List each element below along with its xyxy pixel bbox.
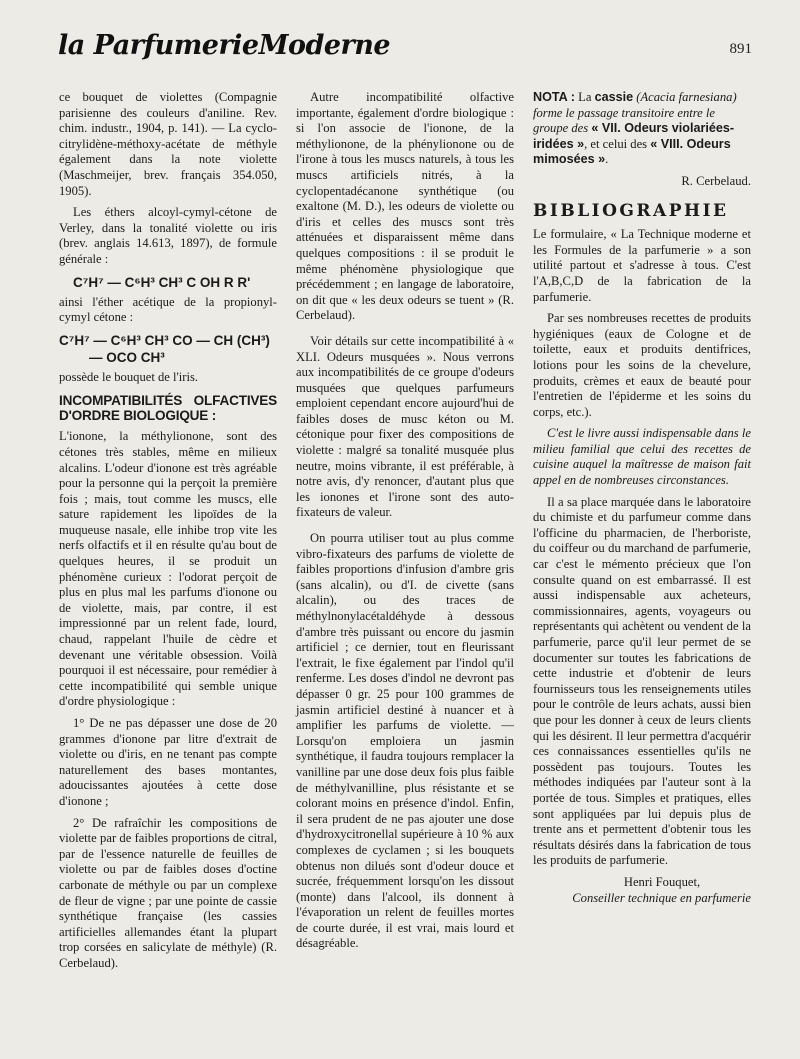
- nota-paragraph: [533, 90, 751, 168]
- section-heading: INCOMPATIBILITÉS OLFACTIVES D'ORDRE BIOLOGIQUE :: [59, 393, 277, 424]
- paragraph: Autre incompatibilité olfactive importante, également d'ordre biologique : si l'on associe de l'ionone, de la méthylionone, de la phénylionone ou de l'irone à tous les muscs naturels, à tous les muscs artificiels nitrés, à la cyclopentadécanone synthétique (ou exaltone (M. D.), les odeurs de violette ou d'iris et celles des muscs sont très atténuées et disparaissent même dans quelques compositions : il se produit le même phénomène physiologique que précédemment ; en langage de laboratoire, on dit que « les deux odeurs se tuent » (R. Cerbelaud).: [296, 90, 514, 323]
- paragraph: Il a sa place marquée dans le laboratoire du chimiste et du parfumeur comme dans l'officine du pharmacien, de l'herboriste, du coiffeur ou du marchand de parfumerie, car c'est le mémento précieux que l'on consulte quand on est embarrassé. Il est aussi indispensable aux acheteurs, commissionnaires, agents, voyageurs ou représentants qui achètent ou vendent de la parfumerie, parce qu'il leur permet de se documenter sur toutes les fabrications de cette industrie et d'obtenir de leurs fournisseurs tous les renseignements utiles pour le contrôle de leurs achats, aussi bien que pour les donner à ceux de leurs clients qui les désirent. Il leur permettra d'acquérir ces connaissances essentielles qu'ils ne possèdent pas toujours. Toutes les méthodes indiquées par l'auteur sont à la portée de tous. Simples et pratiques, elles sont appliquées par lui depuis plus de trente ans et permettent d'obtenir tous les résultats désirés dans la fabrication de tous les produits de parfumerie.: [533, 494, 751, 868]
- nota-text: , et celui des: [584, 136, 648, 151]
- nota-label: NOTA :: [533, 90, 575, 104]
- paragraph: 1° De ne pas dépasser une dose de 20 grammes d'ionone par litre d'extrait de violette ou d'iris, en ne tenant pas compte naturellement des bases montantes, adoucissantes ajoutées à cette dose d'ionone ;: [59, 716, 277, 808]
- masthead-logo: la ParfumerieModerne: [58, 30, 391, 61]
- paragraph: Par ses nombreuses recettes de produits hygiéniques (eaux de Cologne et de toilette, eaux et produits dentifrices, lotions pour les soins de la chevelure, produits, crèmes et eaux de beauté pour l'entretien de l'épiderme et les soins du corps, etc.).: [533, 311, 751, 419]
- chemical-formula-continued: — OCO CH³: [89, 349, 165, 365]
- paragraph: ce bouquet de violettes (Compagnie parisienne des couleurs d'aniline. Rev. chim. industr., 1904, p. 141). — La cyclo-citrylidène-méthoxy-acétate de méthyle également dans la note violette (Maschmeijer, brev. français 354.050, 1905).: [59, 90, 277, 198]
- nota-keyword: cassie: [594, 90, 634, 104]
- column-middle: [296, 90, 514, 958]
- nota-signature: R. Cerbelaud.: [681, 173, 751, 188]
- nota-text: .: [605, 152, 609, 167]
- paragraph: L'ionone, la méthylionone, sont des cétones très stables, même en milieux alcalins. L'odeur d'ionone est très agréable pour la personne qui la perçoit la première fois ; mais, tout comme les muscs, elle sature rapidement les lipoïdes de la muqueuse nasale, elle inhibe trop vite les nerfs olfactifs et il en résulte qu'au bout de quelques heures, il se produit un phénomène curieux : l'odorat perçoit de plus en plus mal les parfums d'ionone ou de violette, mais, par contre, il est impressionné par un relent fade, lourd, chaud, rappelant l'huile de cèdre et devenant une véritable obsession. Voilà pourquoi il est nécessaire, pour remédier à cette incompatibilité qui semble unique d'ordre physiologique :: [59, 429, 277, 709]
- author-title: Conseiller technique en parfumerie: [572, 890, 751, 905]
- chemical-formula: C⁷H⁷ — C⁶H³ CH³ CO — CH (CH³): [59, 332, 270, 348]
- nota-group-ref: « VIII. Odeurs mimosées »: [533, 136, 731, 167]
- paragraph: Le formulaire, « La Technique moderne et les Formules de la parfumerie » a son utilité partout et s'adresse à tous. C'est l'A,B,C,D de la fabrication de la parfumerie.: [533, 227, 751, 304]
- nota-text: (Acacia farnesiana) forme le passage transitoire entre le groupe des: [533, 90, 737, 136]
- paragraph: Les éthers alcoyl-cymyl-cétone de Verley, dans la tonalité violette ou iris (brev. anglais 14.613, 1897), de formule générale :: [59, 205, 277, 266]
- page-number: 891: [729, 41, 752, 57]
- column-right: [533, 90, 751, 906]
- nota-text: La: [578, 90, 592, 104]
- bibliography-heading: BIBLIOGRAPHIE: [533, 200, 729, 221]
- nota-group-ref: « VII. Odeurs violariées-iridées »: [533, 121, 735, 151]
- paragraph: Voir détails sur cette incompatibilité à « XLI. Odeurs musquées ». Nous verrons aux incompatibilités de ce groupe d'odeurs musquées que quelques parfumeurs emploient cependant encore aujourd'hui de faibles doses de musc kéton ou M. cétonique pour fixer des compositions de violette : malgré sa tonalité musquée plus neutre, moins vibrante, il est préférable, à notre avis, d'y renoncer, d'autant plus que les ionones et l'irone sont des auto-fixateurs de valeur.: [296, 333, 514, 520]
- column-left: [59, 90, 277, 978]
- paragraph: ainsi l'éther acétique de la propionyl-cymyl cétone :: [59, 294, 277, 325]
- paragraph: possède le bouquet de l'iris.: [59, 369, 199, 384]
- paragraph: C'est le livre aussi indispensable dans le milieu familial que celui des recettes de cuisine auquel la maîtresse de maison fait appel en de nombreuses circonstances.: [533, 426, 751, 488]
- paragraph: On pourra utiliser tout au plus comme vibro-fixateurs des parfums de violette de faibles proportions d'infusion d'ambre gris (sans alcalin), ou d'I. de civette (sans alcalin), ou des traces de méthylnonylacétaldéhyde à dessous d'ambre très puissant ou encore du jasmin artificiel ; ce dernier, tout en fleurissant l'extrait, le fixe également par l'indol qu'il renferme. Les doses d'indol ne devront pas dépasser 0 gr. 25 pour 100 grammes de jasmin artificiel destiné à nuancer et à amplifier les parfums de violette. — Lorsqu'on emploiera un jasmin synthétique, il faudra toujours remplacer la vanilline par une dose deux fois plus faible de méthylvanilline, plus résistante et se colorant moins en présence d'indol. Enfin, il sera prudent de ne pas ajouter une dose d'hydroxycitronellal supérieure à 10 % aux complexes de cyclamen ; si les bouquets obtenus non dilués sont d'odeur douce et sucrée, fréquemment lorsqu'on les dissout (monte) dans l'alcool, ils donnent à l'évaporation un relent de feuilles mortes de courte durée, il est vrai, mais lourd et désagréable.: [296, 531, 514, 951]
- author-name: Henri Fouquet,: [623, 874, 701, 889]
- chemical-formula: C⁷H⁷ — C⁶H³ CH³ C OH R R': [73, 274, 251, 290]
- paragraph: 2° De rafraîchir les compositions de violette par de faibles proportions de citral, par de l'essence naturelle de feuilles de violette ou par de faibles doses d'octine carbonate de méthyle ou par un complexe de fleur de vigne ; par une pointe de cassie synthétique française (les cassies artificielles allemandes étant la plupart trop corsées en salicylate de méthyle) (R. Cerbelaud).: [59, 815, 277, 970]
